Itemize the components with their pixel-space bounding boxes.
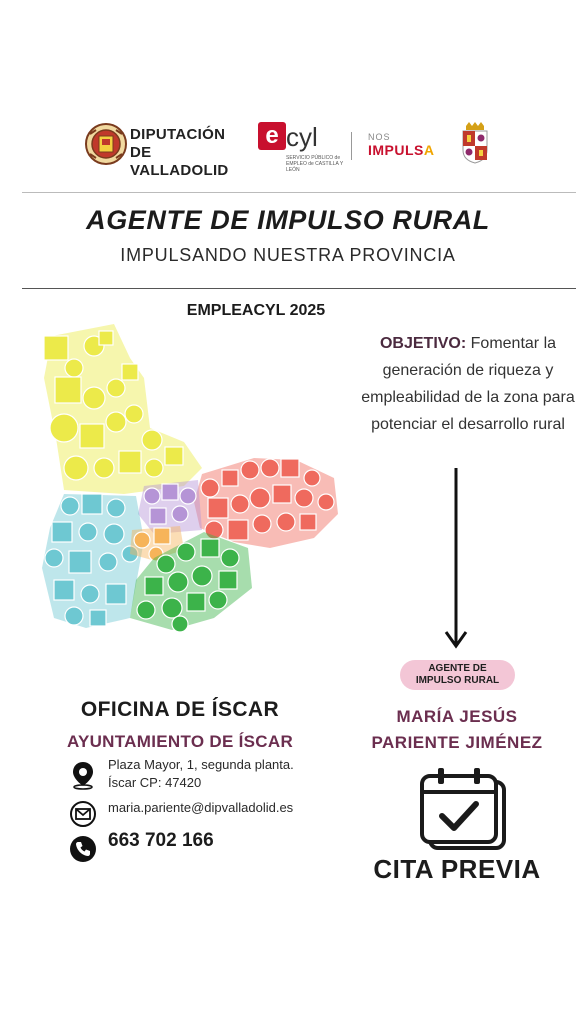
location-pin-icon <box>68 760 98 790</box>
ecyl-wordmark <box>258 122 318 153</box>
map-cell <box>125 405 143 423</box>
program-label: EMPLEACYL 2025 <box>186 302 326 319</box>
phone-icon <box>68 834 98 864</box>
map-cell <box>107 499 125 517</box>
map-cell <box>94 458 114 478</box>
map-region-west <box>42 494 144 628</box>
map-cell <box>122 364 138 380</box>
map-cell <box>172 616 188 632</box>
map-cell <box>281 459 299 477</box>
map-cell <box>142 430 162 450</box>
map-cell <box>45 549 63 567</box>
map-cell <box>250 488 270 508</box>
map-region-north <box>44 324 202 494</box>
address-line1: Plaza Mayor, 1, segunda planta. <box>108 757 294 772</box>
map-cell <box>241 461 259 479</box>
map-cell <box>106 584 126 604</box>
map-cell <box>145 577 163 595</box>
map-cell <box>208 498 228 518</box>
map-cell <box>150 508 166 524</box>
section-divider <box>22 288 576 289</box>
agent-badge <box>400 660 515 690</box>
map-cell <box>55 377 81 403</box>
cita-previa-label: CITA PREVIA <box>373 854 541 884</box>
ecyl-e-mark: e <box>258 122 286 150</box>
map-cell <box>192 566 212 586</box>
impulsa-last-letter: A <box>423 142 435 158</box>
map-cell <box>180 488 196 504</box>
nos-text: NOS <box>368 132 391 142</box>
map-cell <box>69 551 91 573</box>
nos-impulsa-logo <box>368 132 435 158</box>
page-title: AGENTE DE IMPULSO RURAL <box>86 205 490 235</box>
map-cell <box>219 571 237 589</box>
map-cell <box>145 459 163 477</box>
page-subtitle: IMPULSANDO NUESTRA PROVINCIA <box>120 245 456 265</box>
diputacion-line1: DIPUTACIÓN <box>130 126 226 143</box>
email-icon <box>68 800 98 830</box>
address-line2: Íscar CP: 47420 <box>108 775 202 790</box>
agent-badge-line2: IMPULSO RURAL <box>415 675 500 686</box>
map-cell <box>201 539 219 557</box>
ecyl-subtitle: SERVICIO PÚBLICO de EMPLEO de CASTILLA Y LEÓN <box>286 155 344 173</box>
map-cell <box>137 601 155 619</box>
agent-badge-line1: AGENTE DE <box>428 663 487 674</box>
map-cell <box>107 379 125 397</box>
map-cell <box>277 513 295 531</box>
map-cell <box>81 585 99 603</box>
map-cell <box>253 515 271 533</box>
map-cell <box>162 484 178 500</box>
agent-name <box>340 704 574 756</box>
province-map-regions <box>42 324 338 632</box>
map-cell <box>228 520 248 540</box>
impulsa-word: IMPULS <box>368 142 424 158</box>
map-cell <box>318 494 334 510</box>
map-region-centre <box>138 480 202 534</box>
objective-label: OBJETIVO: <box>379 335 467 352</box>
map-cell <box>65 607 83 625</box>
objective-body: Fomentar la generación de riqueza y empleabilidad de la zona para potenciar el desarrollo rural <box>361 335 575 433</box>
map-cell <box>172 506 188 522</box>
map-cell <box>221 549 239 567</box>
phone-link[interactable]: 663 702 166 <box>108 830 214 851</box>
ecyl-logo <box>258 122 348 173</box>
impulsa-text <box>368 142 435 158</box>
down-arrow-icon <box>444 468 468 652</box>
diputacion-seal-icon <box>84 122 128 166</box>
diputacion-logo <box>84 120 244 179</box>
map-cell <box>273 485 291 503</box>
logo-divider <box>351 132 352 160</box>
map-region-east <box>194 458 338 548</box>
map-cell <box>99 331 113 345</box>
office-name: OFICINA DE ÍSCAR <box>80 698 280 721</box>
map-cell <box>222 470 238 486</box>
map-cell <box>104 524 124 544</box>
map-cell <box>261 459 279 477</box>
map-cell <box>154 528 170 544</box>
map-cell <box>106 412 126 432</box>
calendar-check-icon <box>418 766 510 852</box>
map-cell <box>82 494 102 514</box>
map-cell <box>304 470 320 486</box>
map-cell <box>52 522 72 542</box>
map-cell <box>165 447 183 465</box>
map-cell <box>65 359 83 377</box>
ayuntamiento-name: AYUNTAMIENTO DE ÍSCAR <box>66 732 294 751</box>
map-cell <box>177 543 195 561</box>
map-cell <box>168 572 188 592</box>
map-cell <box>201 479 219 497</box>
map-cell <box>157 555 175 573</box>
map-cell <box>50 414 78 442</box>
diputacion-name <box>130 126 244 180</box>
logo-bar <box>0 112 576 179</box>
agent-name-line2: PARIENTE JIMÉNEZ <box>371 733 543 752</box>
map-cell <box>187 593 205 611</box>
map-cell <box>231 495 249 513</box>
map-cell <box>144 488 160 504</box>
map-cell <box>79 523 97 541</box>
map-cell <box>44 336 68 360</box>
map-cell <box>295 489 313 507</box>
map-cell <box>54 580 74 600</box>
map-cell <box>162 598 182 618</box>
map-cell <box>61 497 79 515</box>
map-cell <box>300 514 316 530</box>
map-cell <box>80 424 104 448</box>
top-divider <box>22 192 576 193</box>
map-cell <box>134 532 150 548</box>
map-cell <box>119 451 141 473</box>
map-cell <box>99 553 117 571</box>
ecyl-word: cyl <box>286 122 318 152</box>
email-link[interactable]: maria.pariente@dipvalladolid.es <box>108 800 294 815</box>
agent-name-line1: MARÍA JESÚS <box>396 707 518 726</box>
province-map <box>34 318 354 658</box>
map-cell <box>90 610 106 626</box>
office-address <box>108 756 294 792</box>
map-cell <box>64 456 88 480</box>
junta-castilla-leon-shield-icon <box>458 120 492 164</box>
map-cell <box>83 387 105 409</box>
objective-text <box>360 330 576 438</box>
diputacion-line2: DE VALLADOLID <box>130 144 229 179</box>
map-cell <box>209 591 227 609</box>
